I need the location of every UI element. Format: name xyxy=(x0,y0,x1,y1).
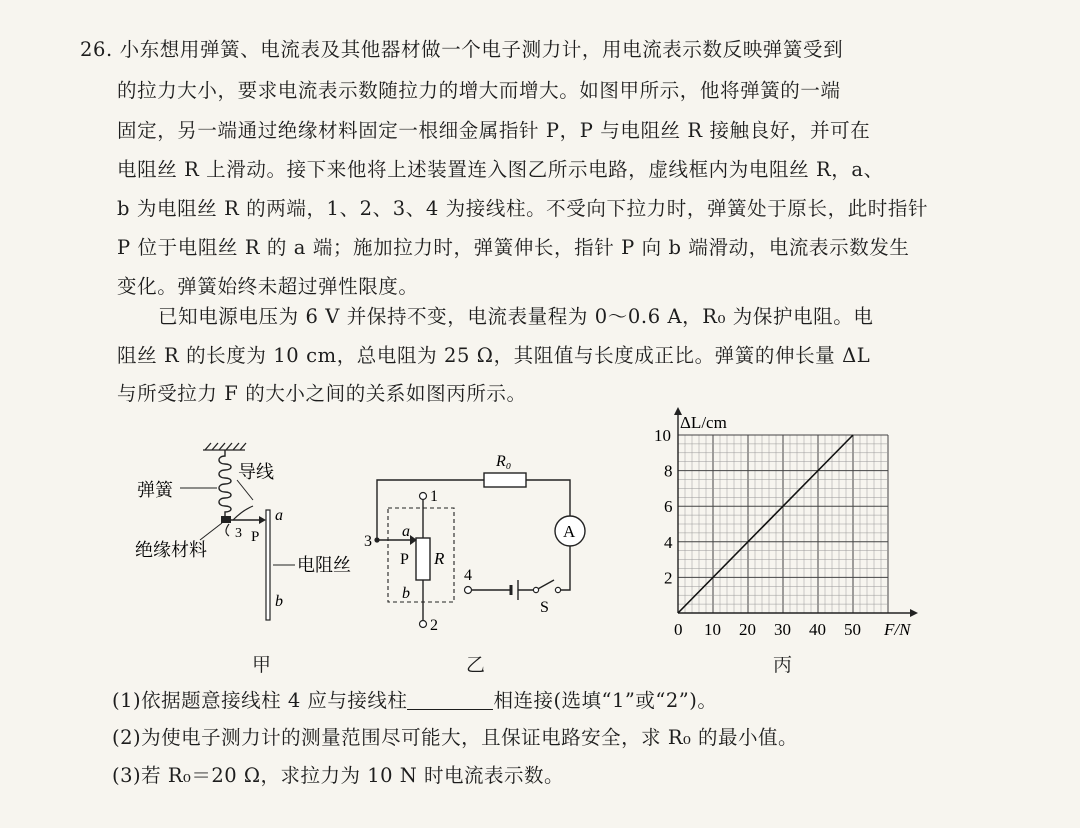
terminal-2-label: 2 xyxy=(430,617,438,634)
caption-yi: 乙 xyxy=(466,654,486,676)
resistor-wire xyxy=(266,510,270,620)
problem-line-10: 与所受拉力 F 的大小之间的关系如图丙所示。 xyxy=(117,382,527,405)
chart-grid xyxy=(678,435,888,613)
problem-line-8: 已知电源电压为 6 V 并保持不变，电流表量程为 0～0.6 A，R₀ 为保护电阻。电 xyxy=(158,305,874,328)
r0-resistor xyxy=(484,473,526,487)
terminal-3-label: 3 xyxy=(235,526,242,541)
spring-coil xyxy=(219,450,231,518)
terminal-4-label: 4 xyxy=(464,567,472,584)
pointer-tip xyxy=(259,516,266,524)
question-1-text-after: 相连接(选填“1”或“2”)。 xyxy=(493,689,718,712)
problem-line-2: 的拉力大小，要求电流表示数随拉力的增大而增大。如图甲所示，他将弹簧的一端 xyxy=(117,79,841,102)
insulator-label: 绝缘材料 xyxy=(135,540,207,560)
x-tick-label: 10 xyxy=(704,620,721,639)
terminal-1 xyxy=(420,493,427,500)
problem-line-7: 变化。弹簧始终未超过弹性限度。 xyxy=(117,275,419,298)
insulator-leader xyxy=(200,523,222,540)
problem-line-5: b 为电阻丝 R 的两端，1、2、3、4 为接线柱。不受向下拉力时，弹簧处于原长，此时指针 xyxy=(117,197,929,220)
pointer-p-label: P xyxy=(400,551,409,568)
answer-blank[interactable] xyxy=(407,689,493,710)
end-a-label: a xyxy=(275,507,283,524)
terminal-3 xyxy=(374,537,379,542)
chart-y-label: ΔL/cm xyxy=(680,413,727,432)
question-3: (3)若 R₀＝20 Ω，求拉力为 10 N 时电流表示数。 xyxy=(112,764,564,787)
resistor-label: 电阻丝 xyxy=(297,555,351,575)
y-tick-label: 4 xyxy=(664,532,673,552)
spring-label: 弹簧 xyxy=(137,480,173,500)
problem-line-1: 26. 小东想用弹簧、电流表及其他器材做一个电子测力计，用电流表示数反映弹簧受到 xyxy=(80,38,844,61)
y-tick-label: 10 xyxy=(654,426,671,445)
switch-pivot xyxy=(533,587,538,592)
y-tick-label: 8 xyxy=(664,461,673,481)
resistor-r xyxy=(416,538,430,580)
terminal-2 xyxy=(420,621,427,628)
problem-line-6: P 位于电阻丝 R 的 a 端；施加拉力时，弹簧伸长，指针 P 向 b 端滑动，电流表示数发生 xyxy=(117,236,910,259)
y-tick-label: 6 xyxy=(664,497,673,517)
end-a-label-yi: a xyxy=(402,523,410,540)
terminal-3-label-yi: 3 xyxy=(364,533,372,550)
terminal-3-hook xyxy=(226,524,229,536)
x-tick-label: 20 xyxy=(739,620,756,639)
figure-yi xyxy=(360,440,600,640)
caption-bing: 丙 xyxy=(773,654,793,676)
terminal-1-label: 1 xyxy=(430,488,438,505)
question-1 xyxy=(112,685,717,713)
resistor-r-label: R xyxy=(434,549,445,568)
x-tick-label: 0 xyxy=(674,620,683,639)
wire-leader xyxy=(237,480,253,500)
wire-label: 导线 xyxy=(238,462,274,482)
end-b-label: b xyxy=(275,593,283,610)
x-axis-arrow xyxy=(910,609,918,617)
ammeter-label: A xyxy=(563,522,576,541)
lead-wire xyxy=(233,506,253,520)
terminal-4 xyxy=(465,587,472,594)
right-wire xyxy=(556,546,570,590)
question-2: (2)为使电子测力计的测量范围尽可能大，且保证电路安全，求 R₀ 的最小值。 xyxy=(112,726,799,749)
caption-jia: 甲 xyxy=(252,654,272,676)
problem-line-4: 电阻丝 R 上滑动。接下来他将上述装置连入图乙所示电路，虚线框内为电阻丝 R，a、 xyxy=(117,158,884,181)
figure-bing xyxy=(640,405,930,645)
pointer-label: P xyxy=(251,529,260,545)
switch-label: S xyxy=(540,599,549,616)
end-b-label-yi: b xyxy=(402,585,410,602)
question-1-text-before: (1)依据题意接线柱 4 应与接线柱 xyxy=(112,689,408,712)
r0-label: R₀ xyxy=(496,453,512,470)
chart-axes xyxy=(674,407,918,617)
switch-contact xyxy=(555,587,560,592)
ceiling-hatch xyxy=(203,443,246,450)
problem-line-3: 固定，另一端通过绝缘材料固定一根细金属指针 P，P 与电阻丝 R 接触良好，并可在 xyxy=(117,119,871,142)
x-tick-label: 30 xyxy=(774,620,791,639)
figure-jia xyxy=(125,440,385,680)
y-tick-label: 2 xyxy=(664,568,673,588)
x-tick-label: 50 xyxy=(844,620,861,639)
problem-line-9: 阻丝 R 的长度为 10 cm，总电阻为 25 Ω，其阻值与长度成正比。弹簧的伸长量 ΔL xyxy=(117,344,871,367)
chart-x-label: F/N xyxy=(884,620,911,639)
x-tick-label: 40 xyxy=(809,620,826,639)
